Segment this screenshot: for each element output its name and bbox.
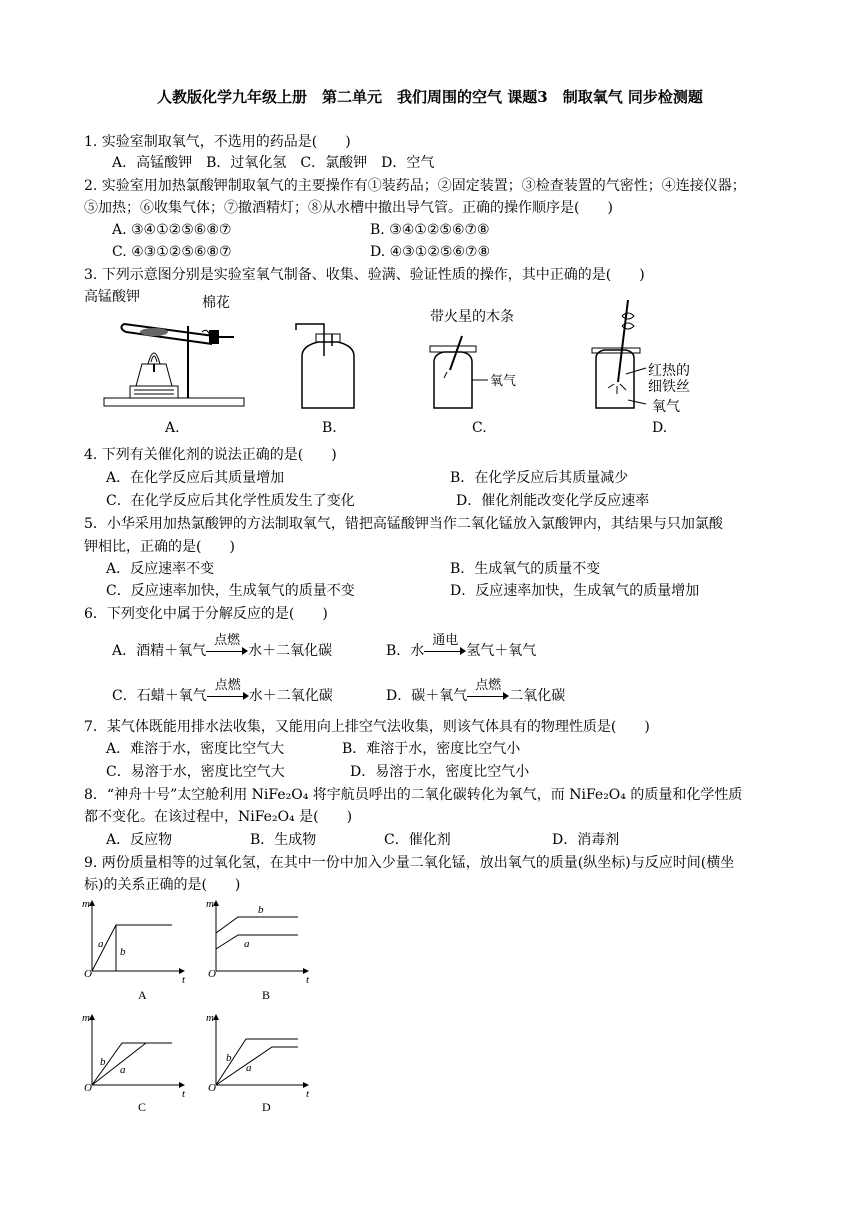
- q2-option-a: A. ③④①②⑤⑥⑧⑦: [112, 222, 232, 238]
- q3-figure-b: [288, 316, 368, 414]
- graph-c-origin: O: [84, 1082, 92, 1094]
- graph-d-series-b: b: [226, 1052, 232, 1064]
- q3-caption-d: D.: [652, 420, 668, 436]
- q7-option-c: C．易溶于水，密度比空气大: [106, 764, 285, 780]
- condition-ignite: 点燃: [475, 678, 502, 693]
- q3-figure-a: [84, 286, 254, 414]
- graph-d-series-a: a: [246, 1062, 252, 1074]
- q8-stem-2: 都不变化。在该过程中，NiFe₂O₄ 是( ): [84, 809, 353, 825]
- graph-b-y-label: m: [206, 898, 214, 910]
- q3-stem: 3. 下列示意图分别是实验室氧气制备、收集、验满、验证性质的操作，其中正确的是( ): [84, 267, 645, 283]
- q5-option-b: B．生成氧气的质量不变: [450, 561, 601, 577]
- label-cotton: 棉花: [202, 295, 230, 311]
- label-oxygen-c: 氧气: [490, 374, 517, 389]
- reaction-arrow: [207, 678, 249, 703]
- graph-d-x-label: t: [306, 1088, 310, 1100]
- q6-stem: 6．下列变化中属于分解反应的是( ): [84, 606, 328, 622]
- graph-a-origin: O: [84, 968, 92, 980]
- q8-option-c: C．催化剂: [384, 832, 451, 848]
- graph-c-series-a: a: [120, 1064, 126, 1076]
- iron-wire-combustion-illustration: [586, 296, 716, 414]
- q3-caption-b: B.: [322, 420, 337, 436]
- q6-d-products: 二氧化碳: [509, 688, 566, 704]
- q9-graph-d: [206, 1012, 310, 1100]
- q6-a-products: 水＋二氧化碳: [248, 643, 333, 659]
- reaction-arrow: [467, 678, 509, 703]
- q8-option-d: D．消毒剂: [552, 832, 620, 848]
- q2-option-d: D. ④③①②⑤⑥⑦⑧: [370, 244, 491, 260]
- graph-b-origin: O: [208, 968, 216, 980]
- q3-caption-a: A.: [165, 420, 180, 436]
- q7-stem: 7．某气体既能用排水法收集，又能用向上排空气法收集，则该气体具有的物理性质是( ): [84, 719, 650, 735]
- condition-ignite: 点燃: [214, 678, 241, 693]
- condition-ignite: 点燃: [214, 633, 241, 648]
- q7-option-b: B．难溶于水，密度比空气小: [342, 741, 521, 757]
- q3-figure-c: [420, 306, 540, 414]
- graph-d-origin: O: [208, 1082, 216, 1094]
- graph-b-series-a: a: [244, 938, 250, 950]
- q5-stem-2: 钾相比，正确的是( ): [84, 539, 235, 555]
- q6-option-a: [112, 633, 333, 661]
- q8-option-a: A．反应物: [106, 832, 173, 848]
- q5-option-a: A．反应速率不变: [106, 561, 215, 577]
- graph-c-series-b: b: [100, 1056, 106, 1068]
- q6-b-products: 氢气＋氧气: [466, 643, 537, 659]
- q9-stem-2: 标)的关系正确的是( ): [84, 877, 241, 893]
- label-potassium-permanganate: 高锰酸钾: [84, 289, 140, 305]
- q6-d-reactants: D．碳＋氧气: [386, 688, 468, 704]
- q8-option-b: B．生成物: [250, 832, 317, 848]
- q6-c-reactants: C．石蜡＋氧气: [112, 688, 207, 704]
- reaction-arrow: [424, 633, 466, 658]
- graph-d-y-label: m: [206, 1012, 214, 1024]
- q3-caption-c: C.: [472, 420, 487, 436]
- q6-a-reactants: A．酒精＋氧气: [112, 643, 207, 659]
- q4-stem: 4. 下列有关催化剂的说法正确的是( ): [84, 447, 337, 463]
- graph-a-series-b: b: [120, 946, 126, 958]
- q7-option-d: D．易溶于水，密度比空气小: [350, 764, 530, 780]
- label-iron-wire: 细铁丝: [648, 379, 690, 395]
- q5-stem-1: 5．小华采用加热氯酸钾的方法制取氧气，错把高锰酸钾当作二氧化锰放入氯酸钾内，其结果与只加氯酸: [84, 516, 723, 532]
- q9-caption-a: A: [138, 988, 147, 1002]
- label-glowing-splint: 带火星的木条: [430, 309, 514, 325]
- q4-option-c: C．在化学反应后其化学性质发生了变化: [106, 493, 355, 509]
- q2-stem-2: ⑤加热；⑥收集气体；⑦撤酒精灯；⑧从水槽中撤出导气管。正确的操作顺序是( ): [84, 200, 613, 216]
- q5-option-c: C．反应速率加快，生成氧气的质量不变: [106, 583, 355, 599]
- label-red-hot: 红热的: [648, 363, 690, 379]
- q6-option-b: [386, 633, 537, 661]
- condition-electrolysis: 通电: [432, 633, 459, 648]
- graph-a-y-label: m: [82, 898, 90, 910]
- graph-c-x-label: t: [182, 1088, 186, 1100]
- q4-option-b: B．在化学反应后其质量减少: [450, 470, 629, 486]
- q1-options: A．高锰酸钾 B．过氧化氢 C．氯酸钾 D．空气: [112, 155, 435, 171]
- graph-a-x-label: t: [182, 974, 186, 986]
- q6-b-reactants: B．水: [386, 643, 425, 659]
- q2-option-c: C. ④③①②⑤⑥⑧⑦: [112, 244, 232, 260]
- q4-option-d: D．催化剂能改变化学反应速率: [456, 493, 650, 509]
- label-oxygen-d: 氧气: [652, 399, 680, 415]
- graph-b-x-label: t: [306, 974, 310, 986]
- q6-c-products: 水＋二氧化碳: [248, 688, 333, 704]
- q8-stem-1: 8．“神舟十号”太空舱利用 NiFe₂O₄ 将宇航员呼出的二氧化碳转化为氧气，而 NiFe₂O₄ 的质量和化学性质: [84, 787, 743, 803]
- q9-graph-a: [82, 898, 186, 986]
- q9-graph-b: [206, 898, 310, 986]
- q9-caption-d: D: [262, 1100, 271, 1114]
- collecting-bottle-illustration: [288, 316, 368, 414]
- q9-stem-1: 9. 两份质量相等的过氧化氢，在其中一份中加入少量二氧化锰，放出氧气的质量(纵坐标)与反应时间(横坐: [84, 855, 735, 871]
- graph-a-series-a: a: [98, 938, 104, 950]
- graph-b-series-b: b: [258, 904, 264, 916]
- q6-option-c: [112, 678, 333, 706]
- q2-option-b: B. ③④①②⑤⑥⑦⑧: [370, 222, 490, 238]
- q6-option-d: [386, 678, 566, 706]
- page-title: 人教版化学九年级上册 第二单元 我们周围的空气 课题3 制取氧气 同步检测题: [157, 88, 703, 106]
- q9-caption-c: C: [138, 1100, 147, 1114]
- q9-graphs: [76, 895, 336, 1115]
- q2-stem-1: 2. 实验室用加热氯酸钾制取氧气的主要操作有①装药品；②固定装置；③检查装置的气密性；④连接仪器；: [84, 178, 746, 194]
- q5-option-d: D．反应速率加快，生成氧气的质量增加: [450, 583, 700, 599]
- graph-c-y-label: m: [82, 1012, 90, 1024]
- q4-option-a: A．在化学反应后其质量增加: [106, 470, 285, 486]
- reaction-arrow: [206, 633, 248, 658]
- q9-caption-b: B: [262, 988, 271, 1002]
- q7-option-a: A．难溶于水，密度比空气大: [106, 741, 285, 757]
- q3-figure-d: [586, 296, 716, 414]
- q9-graph-c: [82, 1012, 186, 1100]
- q1-stem: 1. 实验室制取氧气，不选用的药品是( ): [84, 134, 351, 150]
